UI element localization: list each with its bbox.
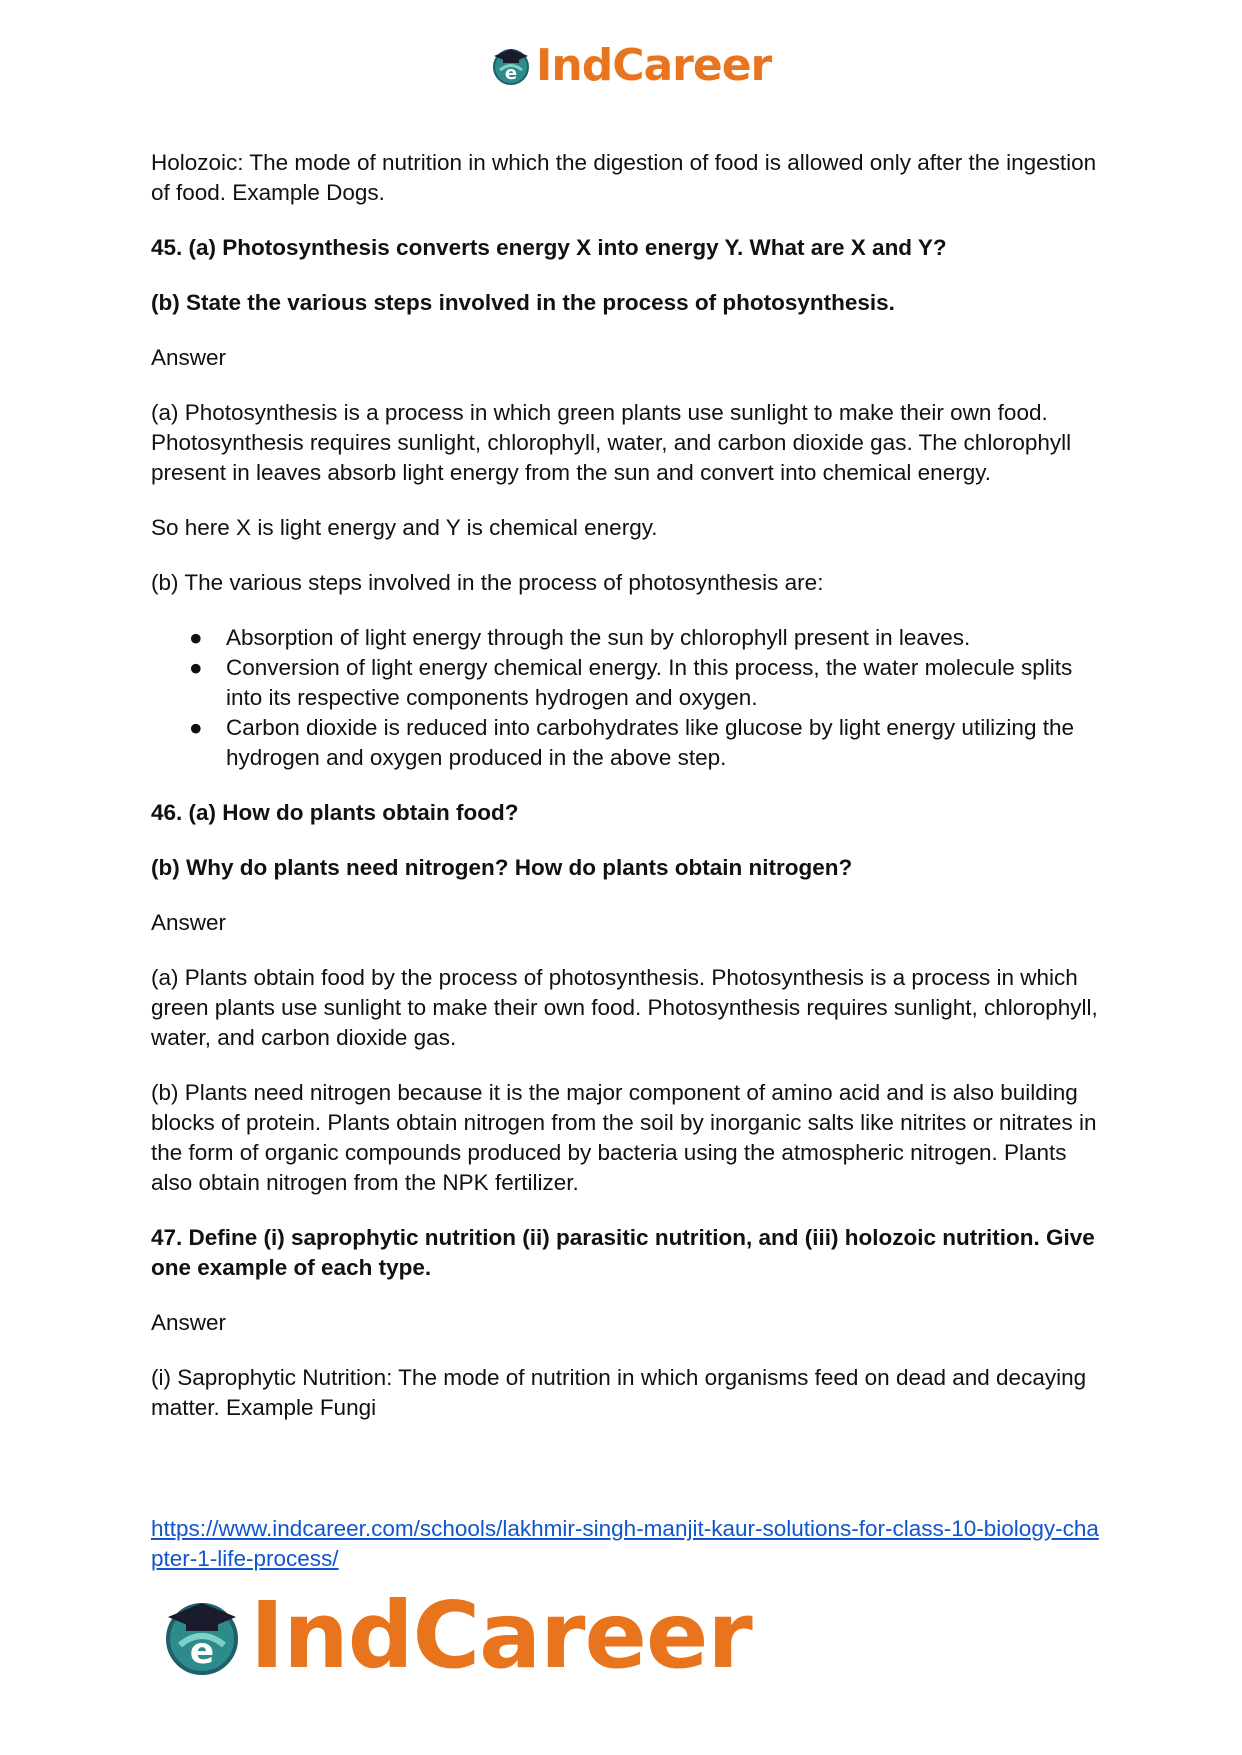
- indcareer-logo-header: [490, 40, 771, 90]
- answer-45b-intro: (b) The various steps involved in the process of photosynthesis are:: [151, 570, 824, 595]
- question-45b: (b) State the various steps involved in the process of photosynthesis.: [151, 290, 895, 315]
- answer-label: Answer: [151, 910, 227, 935]
- svg-text:e: e: [189, 1631, 215, 1672]
- list-item-text: Carbon dioxide is reduced into carbohydrates like glucose by light energy utilizing the hydrogen and oxygen produced in the above step.: [226, 715, 1074, 770]
- logo-wordmark: IndCareer: [536, 39, 772, 91]
- bullet-icon: ●: [189, 655, 203, 680]
- answer-45-xy: So here X is light energy and Y is chemical energy.: [151, 515, 658, 540]
- graduation-cap-globe-icon: [490, 44, 532, 86]
- list-item-text: Absorption of light energy through the sun by chlorophyll present in leaves.: [226, 625, 971, 650]
- question-45a: 45. (a) Photosynthesis converts energy X into energy Y. What are X and Y?: [151, 235, 947, 260]
- answer-label: Answer: [151, 1310, 227, 1335]
- list-item: [151, 653, 1101, 713]
- question-47: 47. Define (i) saprophytic nutrition (ii) parasitic nutrition, and (iii) holozoic nutrition. Give one example of each type.: [151, 1225, 1095, 1280]
- bullet-icon: ●: [189, 625, 203, 650]
- question-46b: (b) Why do plants need nitrogen? How do plants obtain nitrogen?: [151, 855, 853, 880]
- logo-wordmark: IndCareer: [250, 1581, 752, 1689]
- bullet-icon: ●: [189, 715, 203, 740]
- list-item: [151, 623, 1101, 653]
- answer-47i: (i) Saprophytic Nutrition: The mode of nutrition in which organisms feed on dead and decaying matter. Example Fungi: [151, 1365, 1087, 1420]
- answer-46b: (b) Plants need nitrogen because it is the major component of amino acid and is also building blocks of protein. Plants obtain nitrogen from the soil by inorganic salts like nitrites or nitrates in the form of organic compounds produced by bacteria using the atmospheric nitrogen. Plants also obtain nitrogen from the NPK fertilizer.: [151, 1080, 1097, 1195]
- answer-label: Answer: [151, 345, 227, 370]
- graduation-cap-globe-icon: [160, 1593, 244, 1677]
- list-item: [151, 713, 1101, 773]
- indcareer-logo-footer: [160, 1581, 752, 1689]
- question-46a: 46. (a) How do plants obtain food?: [151, 800, 519, 825]
- answer-45a: (a) Photosynthesis is a process in which green plants use sunlight to make their own food. Photosynthesis requires sunlight, chlorophyll, water, and carbon dioxide gas. The chlorophyll present in leaves absorb light energy from the sun and convert into chemical energy.: [151, 400, 1072, 485]
- list-item-text: Conversion of light energy chemical energy. In this process, the water molecule splits into its respective components hydrogen and oxygen.: [226, 655, 1073, 710]
- holozoic-definition: Holozoic: The mode of nutrition in which the digestion of food is allowed only after the ingestion of food. Example Dogs.: [151, 150, 1097, 205]
- answer-46a: (a) Plants obtain food by the process of photosynthesis. Photosynthesis is a process in which green plants use sunlight to make their own food. Photosynthesis requires sunlight, chlorophyll, water, and carbon dioxide gas.: [151, 965, 1098, 1050]
- document-body: [151, 148, 1101, 1448]
- source-link[interactable]: https://www.indcareer.com/schools/lakhmir-singh-manjit-kaur-solutions-for-class-10-biology-chapter-1-life-process/: [151, 1516, 1099, 1571]
- photosynthesis-steps-list: [151, 623, 1101, 773]
- svg-text:e: e: [504, 63, 518, 84]
